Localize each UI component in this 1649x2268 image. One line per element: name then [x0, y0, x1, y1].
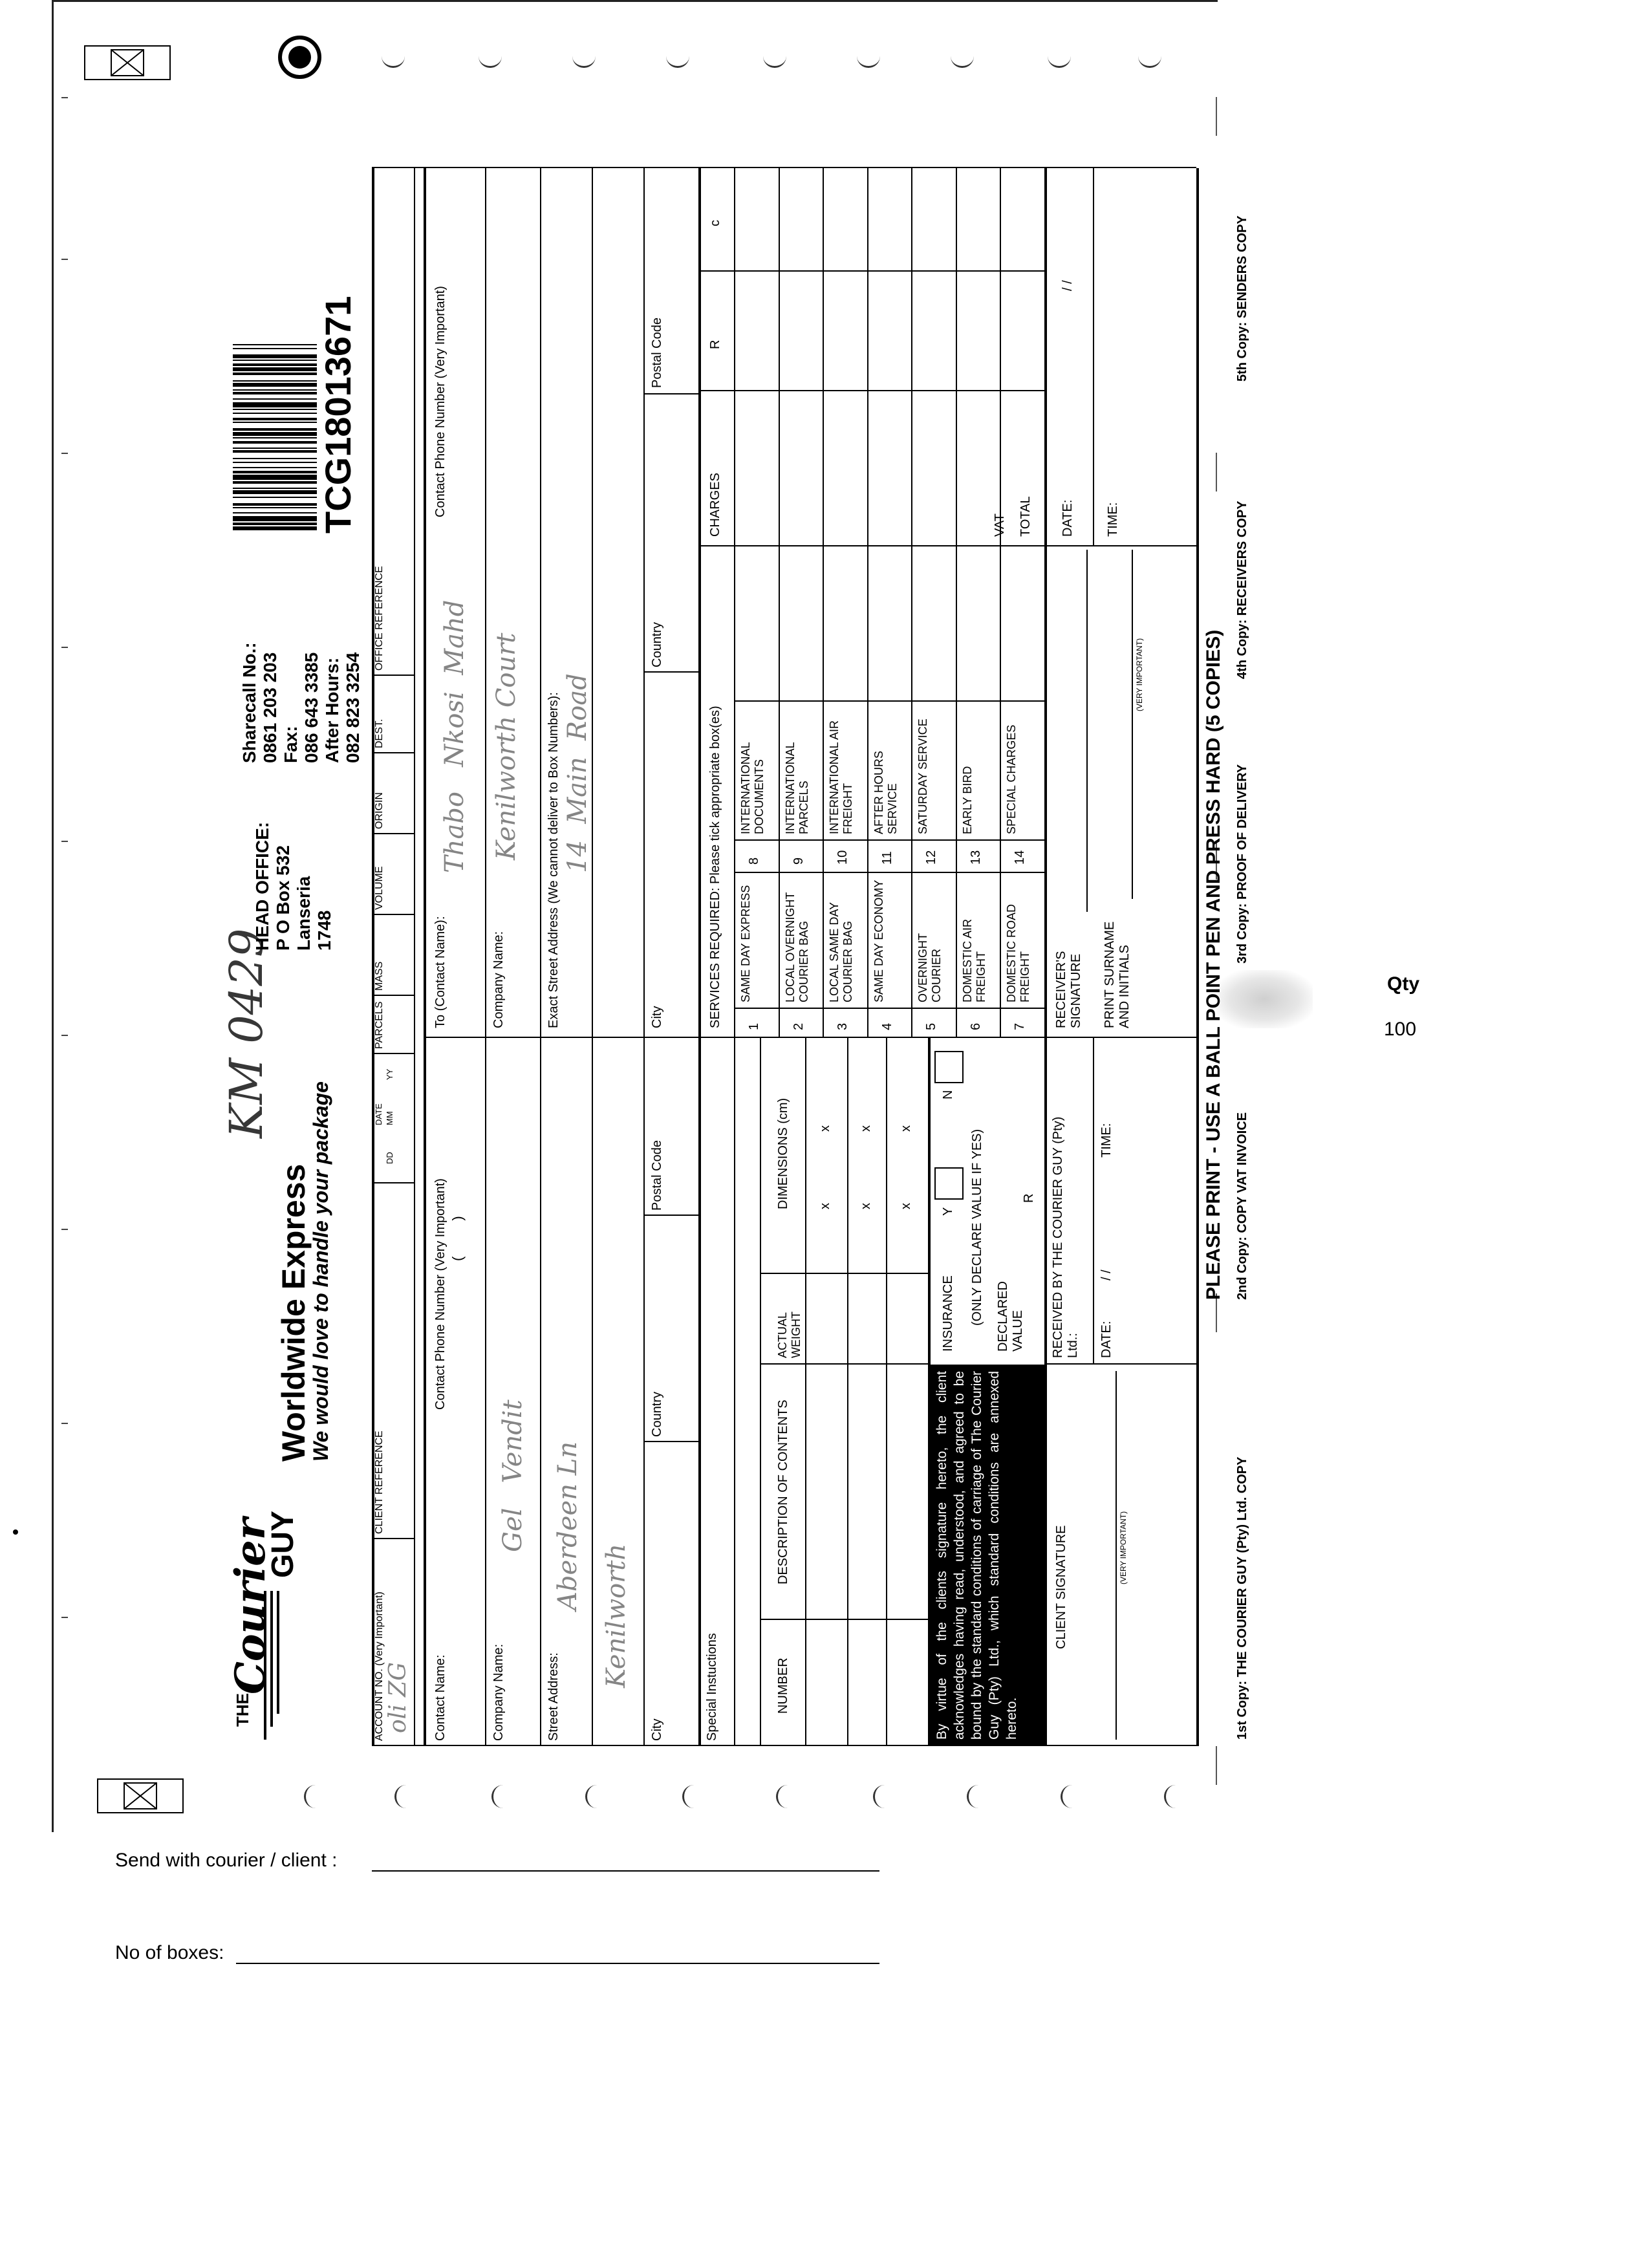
receiver-street-address-value[interactable]: 14 Main Road: [563, 673, 592, 873]
courier-guy-logo: [226, 1468, 317, 1740]
waybill-number: TCG18013671: [318, 296, 358, 534]
service-label: INTERNATIONAL AIR FREIGHT: [828, 720, 854, 834]
service-divider: [956, 700, 1000, 702]
service-divider: [1000, 872, 1044, 873]
service-label: LOCAL OVERNIGHT COURIER BAG: [783, 892, 810, 1002]
tagline-handle: We would love to handle your package: [309, 1081, 332, 1462]
received-date-slashes: / /: [1099, 1269, 1114, 1280]
account-no-label: ACCOUNT NO. (Very Important): [374, 1592, 385, 1741]
sharecall-number: 0861 203 203: [260, 652, 280, 763]
origin-label: ORIGIN: [374, 792, 385, 829]
logo-the: THE: [233, 1693, 252, 1727]
col-description-label: DESCRIPTION OF CONTENTS: [776, 1399, 790, 1584]
service-number: 7: [1013, 1022, 1027, 1030]
service-row-line: [911, 168, 912, 1038]
service-divider: [734, 1008, 779, 1009]
account-no-value[interactable]: oli ZG: [385, 1662, 411, 1733]
service-number: 14: [1013, 850, 1027, 865]
receiver-postal-code-label: Postal Code: [650, 318, 664, 388]
service-divider: [779, 1008, 823, 1009]
send-with-label: Send with courier / client :: [115, 1850, 338, 1871]
receiver-city-label: City: [650, 1006, 664, 1028]
vat-label: VAT: [993, 513, 1007, 537]
receiver-to-value[interactable]: Thabo Nkosi Mahd: [440, 599, 469, 873]
insurance-n: N: [941, 1090, 955, 1099]
head-office-title: HEAD OFFICE:: [252, 821, 272, 951]
receiver-country-label: Country: [650, 621, 664, 667]
service-number: 13: [968, 850, 983, 865]
client-signature-line[interactable]: [1116, 1371, 1117, 1740]
head-office-box: P O Box 532: [273, 845, 293, 951]
delivery-date-label: DATE:: [1061, 499, 1075, 537]
sender-country-label: Country: [650, 1391, 664, 1437]
insurance-label: INSURANCE: [941, 1275, 955, 1352]
qty-value: 100: [1384, 1019, 1417, 1040]
fax-number: 086 643 3385: [301, 652, 321, 763]
logo-courier: Courier: [226, 1518, 275, 1694]
service-divider: [911, 872, 956, 873]
please-print-notice: PLEASE PRINT - USE A BALL POINT PEN AND PRESS HARD (5 COPIES): [1203, 629, 1224, 1300]
service-divider: [734, 700, 779, 702]
qty-label: Qty: [1387, 973, 1420, 995]
send-with-line[interactable]: [372, 1870, 879, 1872]
volume-label: VOLUME: [374, 866, 385, 910]
insurance-y-box[interactable]: [934, 1167, 964, 1200]
waybill-form: THE Courier GUY Worldwide Express We would love to handle your package KM 0429 HEAD OFFICE: P O Box 532 Lanseria 1748 Sharecall No.: 0861 203 203 Fax: 086 643 3385 After Hours: 082 823 3254 TCG18013671 ACCOUNT NO. (Very Important) oli ZG CLIENT REFERENCE DATE DD MM YY PARCELS MASS VOLUME ORIGIN DEST. OFFICE REFERENCE Contact Name: Contact Phone Number (Very Important) ( ) Company Name: Gel Vendit Street Address: Aberdeen Ln Kenilworth City Country Postal Code Special Instuctions NUMBER DESCRIPTION OF CONTENTS ACTUAL WEIGHT DIMENSIONS (cm) x x x x x x By virtue of the clients signature hereto, the client acknowledges having read, understood, and agreed to be bound by the standard conditions of carriage of The Courier Guy (Pty) Ltd., which standard conditions are annexed hereto. INSURANCE Y N (ONLY DECLARE VALUE IF YES) DECLARED VALUE R CLIENT SIGNATURE (VERY IMPORTANT) RECEIVED BY THE COURIER GUY (Pty) Ltd.: DATE: / / TIME: To (Contact Name): Contact Phone Number (Very Important) Thabo Nkosi Mahd Company Name: Kenilworth Court Exact Street Address (We cannot deliver to Box Numbers): 14 Main Road City Country Postal Code SERVICES REQUIRED: Please tick appropriate box(es) CHARGES R c RECEIVER'S SIGNATURE PRINT SURNAME AND INITIALS (VERY IMPORTANT) DATE: / / TIME: PLEASE PRINT - USE A BALL POINT PEN AND PRESS HARD (5 COPIES) 1st Copy: THE COURIER GUY (Pty) Ltd. COPY 2nd Copy: COPY VAT INVOICE 3rd Copy: PROOF OF DELIVERY 4th Copy: RECEIVERS COPY 5th Copy: SENDERS COPY 1 SAME DAY EXPRESS 8 INTERNATIONAL DOCUMENTS 2 LOCAL OVERNIGHT COURIER BAG 9 INTERNATIONAL PARCELS 3 LOCAL SAME DAY COURIER BAG 10 INTERNATIONAL AIR FREIGHT 4 SAME DAY ECONOMY 11 AFTER HOURS SERVICE 5 OVERNIGHT COURIER 12 SATURDAY SERVICE 6 DOMESTIC AIR FREIGHT 13 EARLY BIRD 7 DOMESTIC ROAD FREIGHT 14 SPECIAL CHARGES VAT TOTAL: [226, 149, 1287, 1778]
sender-city-label: City: [650, 1718, 664, 1741]
parcels-label: PARCELS: [374, 1001, 385, 1049]
sharecall-label: Sharecall No.:: [239, 642, 259, 763]
office-reference-label: OFFICE REFERENCE: [374, 566, 385, 671]
service-divider: [867, 839, 912, 841]
sender-street-address-label: Street Address:: [546, 1652, 561, 1741]
head-office-postcode: 1748: [314, 910, 334, 951]
logo-guy: GUY: [266, 1510, 300, 1578]
dot-mark: [13, 1529, 18, 1535]
service-label: DOMESTIC ROAD FREIGHT: [1005, 903, 1031, 1002]
service-divider: [911, 1008, 956, 1009]
sender-contact-phone-label: Contact Phone Number (Very Important): [433, 1178, 447, 1410]
registration-mark-bottom: [97, 1778, 184, 1813]
insurance-note: (ONLY DECLARE VALUE IF YES): [970, 1129, 984, 1326]
copy-1: 1st Copy: THE COURIER GUY (Pty) Ltd. COPY: [1235, 1456, 1249, 1740]
service-divider: [911, 700, 956, 702]
print-surname-label: PRINT SURNAME AND INITIALS: [1103, 921, 1132, 1028]
print-surname-important: (VERY IMPORTANT): [1135, 638, 1144, 711]
copy-3: 3rd Copy: PROOF OF DELIVERY: [1235, 764, 1249, 964]
insurance-y: Y: [941, 1207, 955, 1216]
service-number: 1: [747, 1022, 761, 1030]
received-by-label: RECEIVED BY THE COURIER GUY (Pty) Ltd.:: [1051, 1116, 1080, 1358]
print-surname-line[interactable]: [1132, 550, 1133, 899]
receiver-company-name-value[interactable]: Kenilworth Court: [491, 632, 521, 860]
service-divider: [1000, 700, 1044, 702]
sender-street-address-value[interactable]: Aberdeen Ln: [553, 1441, 583, 1610]
delivery-date-slashes: / /: [1061, 280, 1075, 291]
date-label: DATE: [374, 1103, 383, 1125]
copy-5: 5th Copy: SENDERS COPY: [1235, 215, 1249, 382]
received-time-label: TIME:: [1099, 1123, 1114, 1158]
after-hours-number: 082 823 3254: [343, 652, 363, 763]
service-divider: [1000, 839, 1044, 841]
registration-mark-top: [84, 45, 171, 80]
service-number: 12: [924, 850, 938, 865]
receivers-signature-line[interactable]: [1086, 550, 1088, 912]
sender-contact-name-label: Contact Name:: [433, 1654, 447, 1741]
service-label: LOCAL SAME DAY COURIER BAG: [828, 902, 854, 1002]
date-mm: MM: [385, 1111, 394, 1125]
charges-c: c: [708, 220, 722, 226]
dest-label: DEST.: [374, 718, 385, 748]
tagline-worldwide: Worldwide Express: [275, 1163, 312, 1462]
sender-street-address-value-2[interactable]: Kenilworth: [601, 1543, 631, 1688]
special-instructions-label: Special Instuctions: [705, 1633, 719, 1741]
service-row-line: [779, 168, 780, 1038]
service-divider: [867, 872, 912, 873]
service-divider: [867, 700, 912, 702]
service-divider: [867, 1008, 912, 1009]
service-number: 5: [924, 1022, 938, 1030]
service-divider: [956, 839, 1000, 841]
col-dimensions-label: DIMENSIONS (cm): [776, 1097, 790, 1209]
service-row-line: [867, 168, 868, 1038]
service-divider: [823, 872, 867, 873]
service-divider: [823, 700, 867, 702]
client-reference-label: CLIENT REFERENCE: [374, 1431, 385, 1534]
service-number: 4: [879, 1022, 894, 1030]
service-divider: [779, 700, 823, 702]
service-row-line: [823, 168, 824, 1038]
service-label: SATURDAY SERVICE: [916, 718, 929, 834]
service-divider: [823, 1008, 867, 1009]
waybill-barcode: [233, 194, 317, 530]
sender-company-name-label: Company Name:: [491, 1643, 506, 1741]
service-divider: [734, 839, 779, 841]
sender-company-name-value[interactable]: Gel Vendit: [498, 1399, 528, 1552]
service-number: 6: [968, 1022, 983, 1030]
delivery-time-label: TIME:: [1106, 502, 1120, 537]
date-dd: DD: [385, 1152, 394, 1164]
black-circle-mark: [278, 36, 321, 79]
service-divider: [956, 1008, 1000, 1009]
service-number: 10: [835, 850, 850, 865]
col-number-label: NUMBER: [776, 1658, 790, 1714]
receiver-street-address-label: Exact Street Address (We cannot deliver to Box Numbers):: [546, 692, 561, 1028]
charges-label: CHARGES: [708, 473, 722, 537]
service-divider: [1000, 1008, 1044, 1009]
service-number: 9: [791, 857, 806, 865]
service-label: DOMESTIC AIR FREIGHT: [960, 918, 987, 1002]
logo-speed-lines: [262, 1578, 288, 1740]
charges-r: R: [708, 340, 722, 349]
insurance-n-box[interactable]: [934, 1051, 964, 1083]
service-divider: [956, 872, 1000, 873]
service-label: INTERNATIONAL DOCUMENTS: [739, 742, 766, 834]
service-divider: [779, 839, 823, 841]
service-label: SPECIAL CHARGES: [1005, 724, 1018, 834]
fax-label: Fax:: [281, 726, 301, 763]
terms-conditions-box: By virtue of the clients signature hereto, the client acknowledges having read, understood, and agreed to be bound by the standard conditions of carriage of The Courier Guy (Pty) Ltd., which standard conditions are annexed hereto.: [928, 1365, 1044, 1746]
service-number: 11: [879, 851, 894, 865]
receiver-to-label: To (Contact Name):: [433, 916, 447, 1028]
service-divider: [823, 839, 867, 841]
service-label: INTERNATIONAL PARCELS: [783, 742, 810, 834]
service-divider: [779, 872, 823, 873]
receiver-company-name-label: Company Name:: [491, 931, 506, 1028]
declared-value-label: DECLARED VALUE: [996, 1281, 1025, 1352]
service-row-line: [956, 168, 957, 1038]
no-of-boxes-line[interactable]: [236, 1963, 879, 1964]
date-yy: YY: [385, 1068, 394, 1080]
client-signature-important: (VERY IMPORTANT): [1119, 1511, 1128, 1584]
service-label: EARLY BIRD: [960, 766, 974, 834]
no-of-boxes-label: No of boxes:: [115, 1942, 224, 1963]
service-row-line: [1000, 168, 1001, 1038]
service-label: SAME DAY ECONOMY: [872, 880, 885, 1002]
service-divider: [911, 839, 956, 841]
services-title: SERVICES REQUIRED: Please tick appropriate box(es): [708, 706, 722, 1028]
service-number: 2: [791, 1022, 806, 1030]
received-date-label: DATE:: [1099, 1321, 1114, 1358]
service-number: 3: [835, 1022, 850, 1030]
mass-label: MASS: [374, 961, 385, 991]
receiver-contact-phone-label: Contact Phone Number (Very Important): [433, 286, 447, 517]
receivers-signature-label: RECEIVER'S SIGNATURE: [1054, 951, 1083, 1028]
total-label: TOTAL: [1018, 496, 1033, 537]
declared-value-r: R: [1022, 1193, 1036, 1203]
copy-4: 4th Copy: RECEIVERS COPY: [1235, 501, 1249, 679]
service-label: SAME DAY EXPRESS: [739, 885, 752, 1002]
copy-2: 2nd Copy: COPY VAT INVOICE: [1235, 1112, 1249, 1300]
service-label: OVERNIGHT COURIER: [916, 933, 943, 1002]
service-label: AFTER HOURS SERVICE: [872, 750, 899, 834]
sender-postal-code-label: Postal Code: [650, 1140, 664, 1211]
handwritten-ref: KM 0429: [220, 928, 273, 1138]
head-office-city: Lanseria: [294, 876, 314, 951]
service-divider: [734, 872, 779, 873]
after-hours-label: After Hours:: [322, 657, 342, 763]
service-number: 8: [747, 857, 761, 865]
col-actual-weight-label: ACTUAL WEIGHT: [776, 1312, 803, 1358]
client-signature-label: CLIENT SIGNATURE: [1054, 1525, 1068, 1649]
